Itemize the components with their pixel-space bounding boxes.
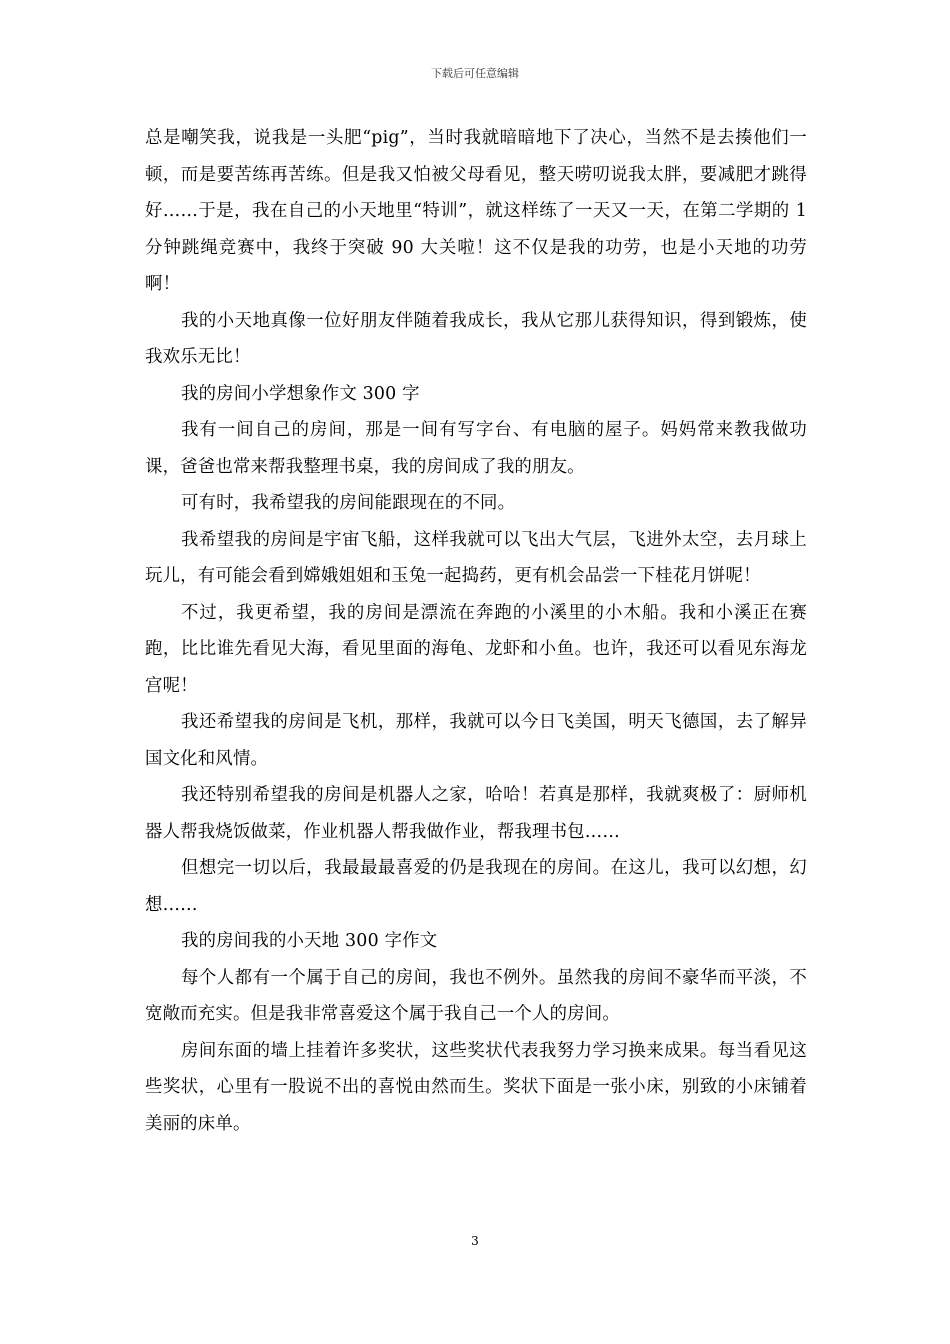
paragraph: 我有一间自己的房间，那是一间有写字台、有电脑的屋子。妈妈常来教我做功课，爸爸也常来帮我整理书桌，我的房间成了我的朋友。 <box>145 420 807 477</box>
document-body <box>145 120 807 1142</box>
paragraph: 我还特别希望我的房间是机器人之家，哈哈！若真是那样，我就爽极了：厨师机器人帮我烧饭做菜，作业机器人帮我做作业，帮我理书包…… <box>145 785 807 842</box>
paragraph: 每个人都有一个属于自己的房间，我也不例外。虽然我的房间不豪华而平淡，不宽敞而充实。但是我非常喜爱这个属于我自己一个人的房间。 <box>145 967 807 1024</box>
paragraph: 可有时，我希望我的房间能跟现在的不同。 <box>181 493 516 513</box>
essay-title: 我的房间我的小天地 300 字作文 <box>181 931 438 951</box>
paragraph: 我的小天地真像一位好朋友伴随着我成长，我从它那儿获得知识，得到锻炼，使我欢乐无比！ <box>145 310 807 367</box>
paragraph: 不过，我更希望，我的房间是漂流在奔跑的小溪里的小木船。我和小溪正在赛跑，比比谁先看见大海，看见里面的海龟、龙虾和小鱼。也许，我还可以看见东海龙宫呢！ <box>145 602 807 696</box>
paragraph: 但想完一切以后，我最最最喜爱的仍是我现在的房间。在这儿，我可以幻想，幻想…… <box>145 858 807 915</box>
page-header: 下载后可任意编辑 <box>431 67 519 80</box>
essay-title: 我的房间小学想象作文 300 字 <box>181 383 420 404</box>
page-number: 3 <box>471 1234 479 1248</box>
paragraph: 我还希望我的房间是飞机，那样，我就可以今日飞美国，明天飞德国，去了解异国文化和风情。 <box>145 712 807 769</box>
paragraph: 房间东面的墙上挂着许多奖状，这些奖状代表我努力学习换来成果。每当看见这些奖状，心里有一股说不出的喜悦由然而生。奖状下面是一张小床，别致的小床铺着美丽的床单。 <box>145 1040 807 1134</box>
paragraph-continued: 总是嘲笑我，说我是一头肥“pig”，当时我就暗暗地下了决心，当然不是去揍他们一顿，而是要苦练再苦练。但是我又怕被父母看见，整天唠叨说我太胖，要减肥才跳得好……于是，我在自己的小天地里“特训”，就这样练了一天又一天，在第二学期的 1 分钟跳绳竞赛中，我终于突破 90 大关啦！这不仅是我的功劳，也是小天地的功劳啊！ <box>145 128 807 294</box>
paragraph: 我希望我的房间是宇宙飞船，这样我就可以飞出大气层，飞进外太空，去月球上玩儿，有可能会看到嫦娥姐姐和玉兔一起捣药，更有机会品尝一下桂花月饼呢！ <box>145 529 807 586</box>
